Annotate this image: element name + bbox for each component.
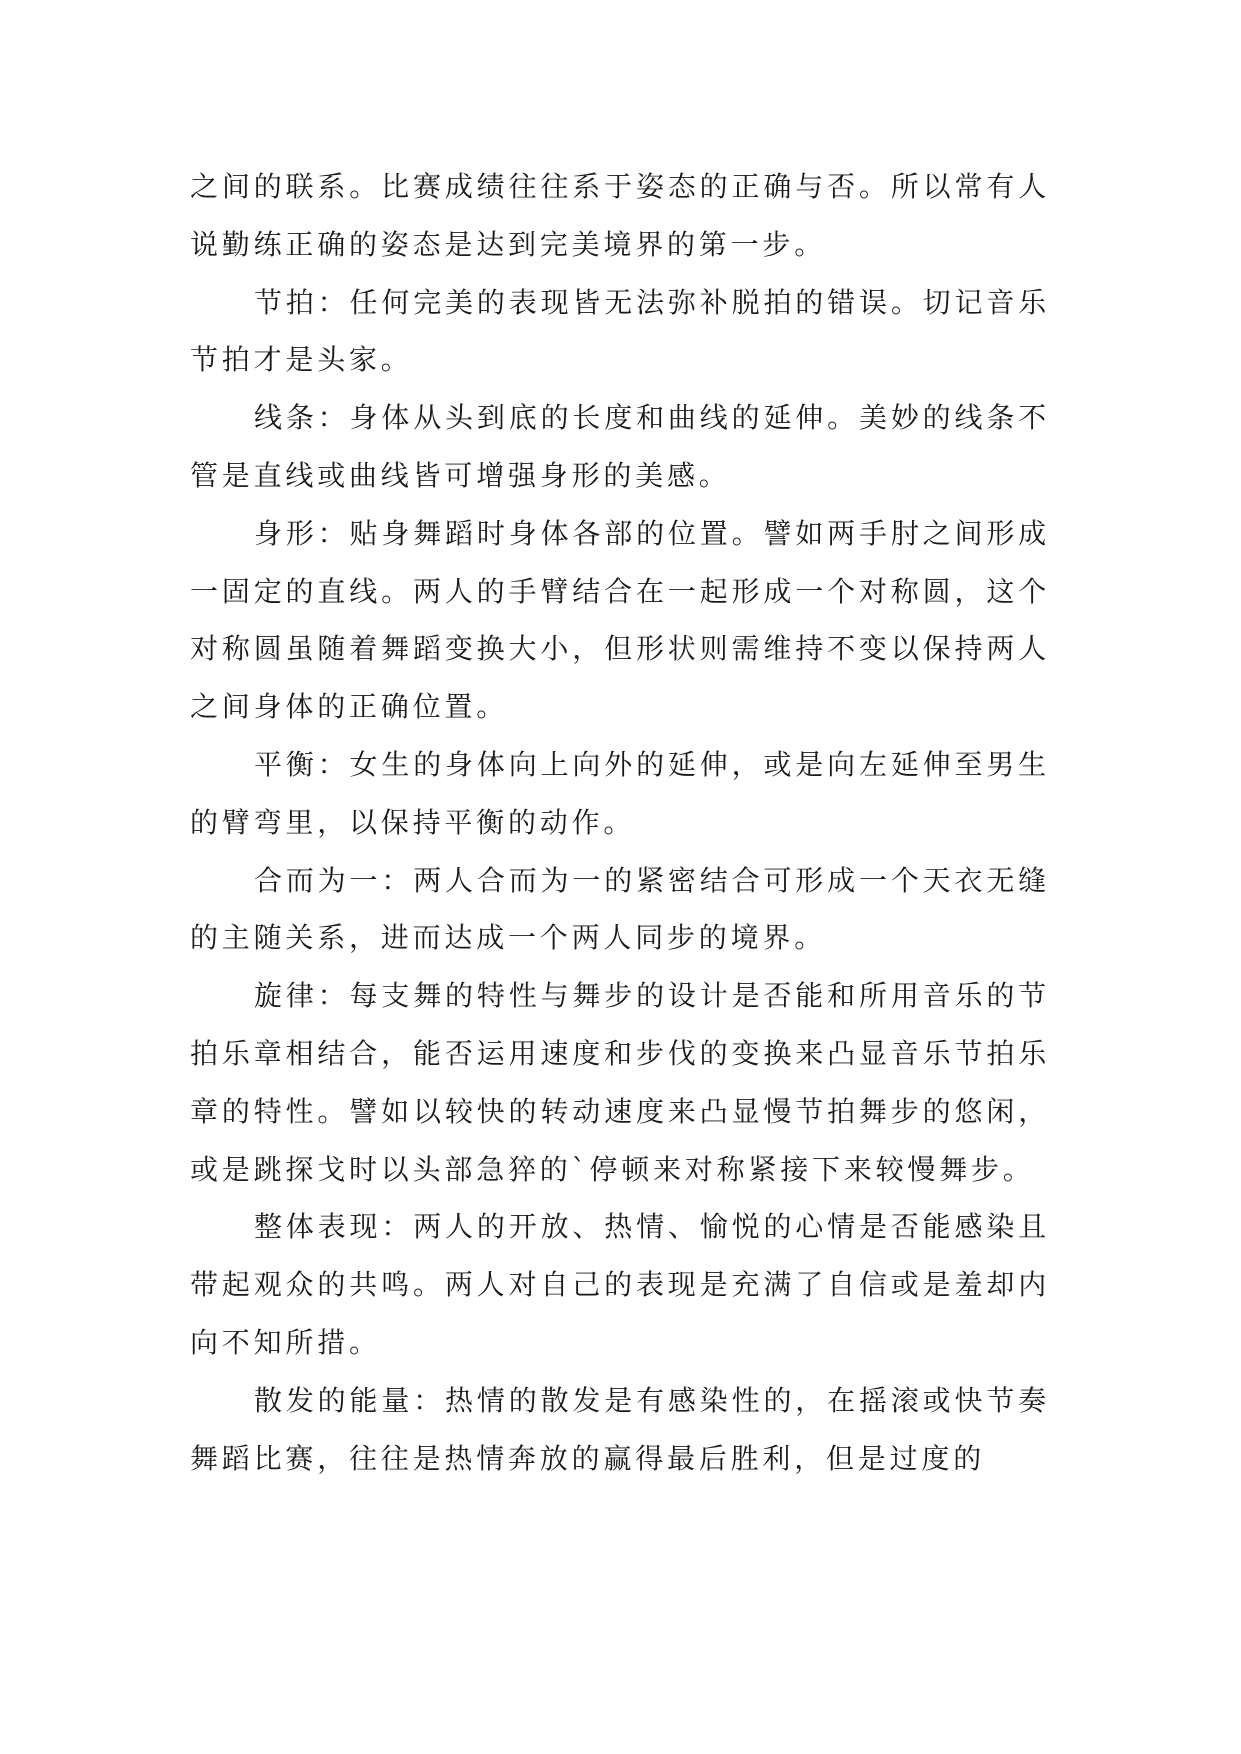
paragraph-line: 线条：身体从头到底的长度和曲线的延伸。美妙的线条不管是直线或曲线皆可增强身形的美感。: [190, 401, 1050, 492]
paragraph-posture-continued: 之间的联系。比赛成绩往往系于姿态的正确与否。所以常有人说勤练正确的姿态是达到完美境界的第一步。: [190, 170, 1050, 261]
paragraph-body-shape: 身形：贴身舞蹈时身体各部的位置。譬如两手肘之间形成一固定的直线。两人的手臂结合在一起形成一个对称圆，这个对称圆虽随着舞蹈变换大小，但形状则需维持不变以保持两人之间身体的正确位置。: [190, 516, 1050, 724]
paragraph-rhythm: 节拍：任何完美的表现皆无法弥补脱拍的错误。切记音乐节拍才是头家。: [190, 285, 1050, 377]
paragraph-overall-performance: 整体表现：两人的开放、热情、愉悦的心情是否能感染且带起观众的共鸣。两人对自己的表现是充满了自信或是羞却内向不知所措。: [190, 1210, 1050, 1359]
paragraph-unity: 合而为一：两人合而为一的紧密结合可形成一个天衣无缝的主随关系，进而达成一个两人同步的境界。: [190, 863, 1050, 955]
paragraph-balance: 平衡：女生的身体向上向外的延伸，或是向左延伸至男生的臂弯里，以保持平衡的动作。: [190, 747, 1050, 839]
document-body: [190, 158, 1050, 1487]
paragraph-energy: 散发的能量：热情的散发是有感染性的，在摇滚或快节奏舞蹈比赛，往往是热情奔放的赢得最后胜利，但是过度的: [190, 1383, 1050, 1475]
paragraph-melody: 旋律：每支舞的特性与舞步的设计是否能和所用音乐的节拍乐章相结合，能否运用速度和步伐的变换来凸显音乐节拍乐章的特性。譬如以较快的转动速度来凸显慢节拍舞步的悠闲，或是跳探戈时以头部急猝的`停顿来对称紧接下来较慢舞步。: [190, 979, 1050, 1186]
